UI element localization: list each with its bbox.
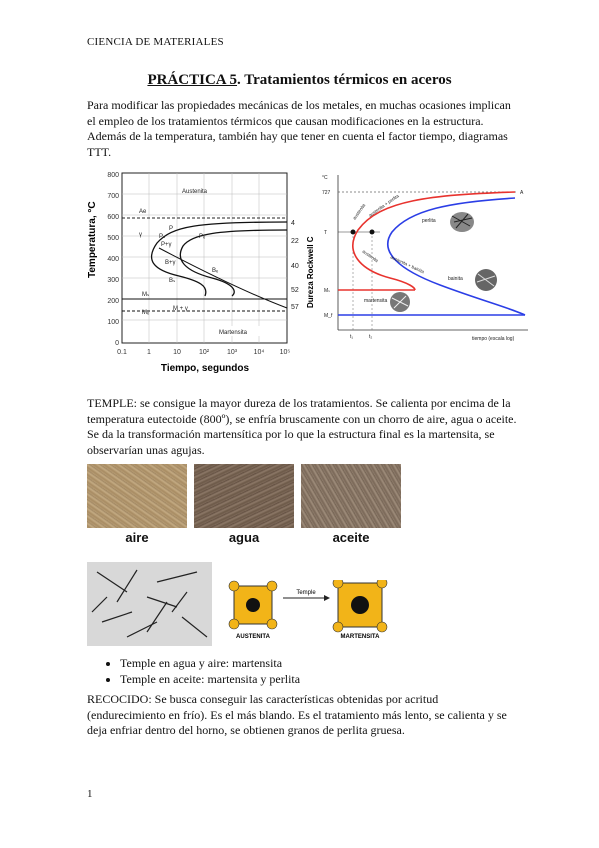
ttt-xtick: 10³: [226, 349, 238, 356]
region-label: P: [169, 226, 174, 232]
region-label: Mₑ: [142, 310, 150, 316]
hardness-tick: 52: [291, 287, 299, 294]
austenite-cell-icon: [229, 581, 277, 629]
temple-lattice-diagram: [228, 580, 403, 642]
recocido-paragraph: RECOCIDO: Se busca conseguir las características obtenidas por acritud (endurecimiento en frío). Es el más blando. Es el tratamiento más lento, se calienta y se deja enfriar dentro del horno, se obtienen granos de perlita gruesa.: [87, 692, 507, 737]
ttt-ytick: 800: [107, 172, 119, 179]
ttt-ytick: 200: [107, 298, 119, 305]
caption-aire: aire: [125, 530, 149, 545]
ttt-ytick: 600: [107, 214, 119, 221]
caption-aceite: aceite: [332, 530, 370, 545]
lattice-right-label: MARTENSITA: [340, 634, 380, 640]
perlita-micrograph-icon: [450, 212, 474, 232]
region-label: P+γ: [161, 242, 172, 248]
ttt-xlabel: Tiempo, segundos: [160, 363, 250, 374]
martensita-micrograph-icon: [390, 292, 410, 312]
region-label: Pₑ: [199, 234, 206, 240]
curve-label: austenita: [361, 248, 380, 264]
ttt-ytick: 500: [107, 235, 119, 242]
curve-label: austenita + perlita: [367, 193, 400, 218]
schematic-unit: °C: [322, 175, 328, 181]
ttt-y2label: Dureza Rockwell C: [306, 236, 315, 308]
phase-label: perlita: [422, 218, 436, 224]
schematic-label: T: [324, 230, 328, 236]
region-label: B+γ: [165, 260, 176, 266]
ttt-ytick: 100: [107, 319, 119, 326]
schematic-xlabel: tiempo (escala log): [472, 336, 515, 342]
hardness-tick: 22: [291, 238, 299, 245]
schematic-x-labels: [350, 334, 515, 342]
ttt-xtick: 10: [173, 349, 181, 356]
region-label: Bₑ: [212, 268, 219, 274]
ttt-schematic-colored: [320, 170, 532, 350]
title-practice-number: PRÁCTICA 5: [147, 72, 238, 88]
schematic-label: 727: [322, 190, 331, 196]
curve-label: austenita + bainita: [389, 254, 425, 275]
running-header: CIENCIA DE MATERIALES: [87, 36, 224, 48]
hardness-tick: 57: [291, 304, 299, 311]
curve-label: austenita: [351, 202, 367, 221]
region-label: Bₛ: [169, 278, 176, 284]
ttt-xtick: 10⁵: [279, 349, 291, 356]
ttt-ytick: 400: [107, 256, 119, 263]
schematic-label: Mₛ: [324, 288, 331, 294]
caption-agua: agua: [228, 530, 260, 545]
x-label: t₂: [369, 334, 373, 340]
ttt-xtick: 1: [147, 349, 151, 356]
ttt-ytick: 0: [115, 340, 119, 347]
phase-label: martensita: [364, 298, 388, 304]
schematic-label: A: [520, 190, 524, 196]
lattice-arrow-label: Temple: [296, 590, 316, 596]
intro-paragraph: Para modificar las propiedades mecánicas de los metales, en muchas ocasiones implican el empleo de los tratamientos térmicos que causan modificaciones en la estructura. Además de la temperatura, también hay que tener en cuenta el factor tiempo, diagramas TTT.: [87, 98, 511, 159]
schematic-curve-labels: [352, 193, 426, 275]
hardness-tick: 4: [291, 220, 295, 227]
region-label: Austenita: [182, 189, 208, 195]
x-label: t₁: [350, 334, 354, 340]
ttt-ylabel: Temperatura, °C: [87, 201, 98, 278]
hardness-tick: 40: [291, 263, 299, 270]
photo-aire: [87, 464, 187, 528]
martensite-needles-micrograph: [87, 562, 212, 646]
schematic-label: M_f: [324, 313, 333, 319]
photo-aceite: [301, 464, 401, 528]
ttt-ytick: 300: [107, 277, 119, 284]
region-label: Pₛ: [159, 234, 166, 240]
region-label: Mₛ: [142, 292, 150, 298]
page-title: [0, 72, 599, 89]
phase-label: bainita: [448, 276, 463, 282]
ttt-y-ticks: [107, 172, 119, 347]
region-label: Martensita: [219, 330, 248, 336]
ttt-xtick: 0.1: [117, 349, 127, 356]
temple-bullet-list: [102, 656, 300, 687]
list-item: • Temple en aceite: martensita y perlita: [120, 672, 300, 688]
martensite-cell-icon: [333, 580, 387, 632]
ttt-diagram-steel: [87, 168, 327, 378]
temple-paragraph: TEMPLE: se consigue la mayor dureza de los tratamientos. Se calienta por encima de la temperatura eutectoide (800º), se enfría bruscamente con un chorro de aire, agua o aceite. Se da la transformación martensítica por lo que la estructura final es la martensita, se observarían unas agujas.: [87, 396, 517, 457]
photo-agua: [194, 464, 294, 528]
schematic-phase-labels: [364, 218, 463, 304]
ttt-xtick: 10⁴: [253, 349, 265, 356]
ttt-hardness-ticks: [291, 220, 299, 311]
region-label: γ: [139, 232, 142, 238]
page-number: 1: [87, 788, 93, 800]
title-rest: . Tratamientos térmicos en aceros: [237, 72, 452, 88]
ttt-x-ticks: [117, 349, 290, 356]
list-item: • Temple en agua y aire: martensita: [120, 656, 300, 672]
bainita-micrograph-icon: [475, 269, 497, 291]
ttt-xtick: 10²: [198, 349, 210, 356]
region-label: M + γ: [173, 306, 188, 312]
ttt-ytick: 700: [107, 193, 119, 200]
arrow-icon: [324, 595, 330, 601]
region-label: Ae: [139, 209, 147, 215]
lattice-left-label: AUSTENITA: [236, 634, 270, 640]
